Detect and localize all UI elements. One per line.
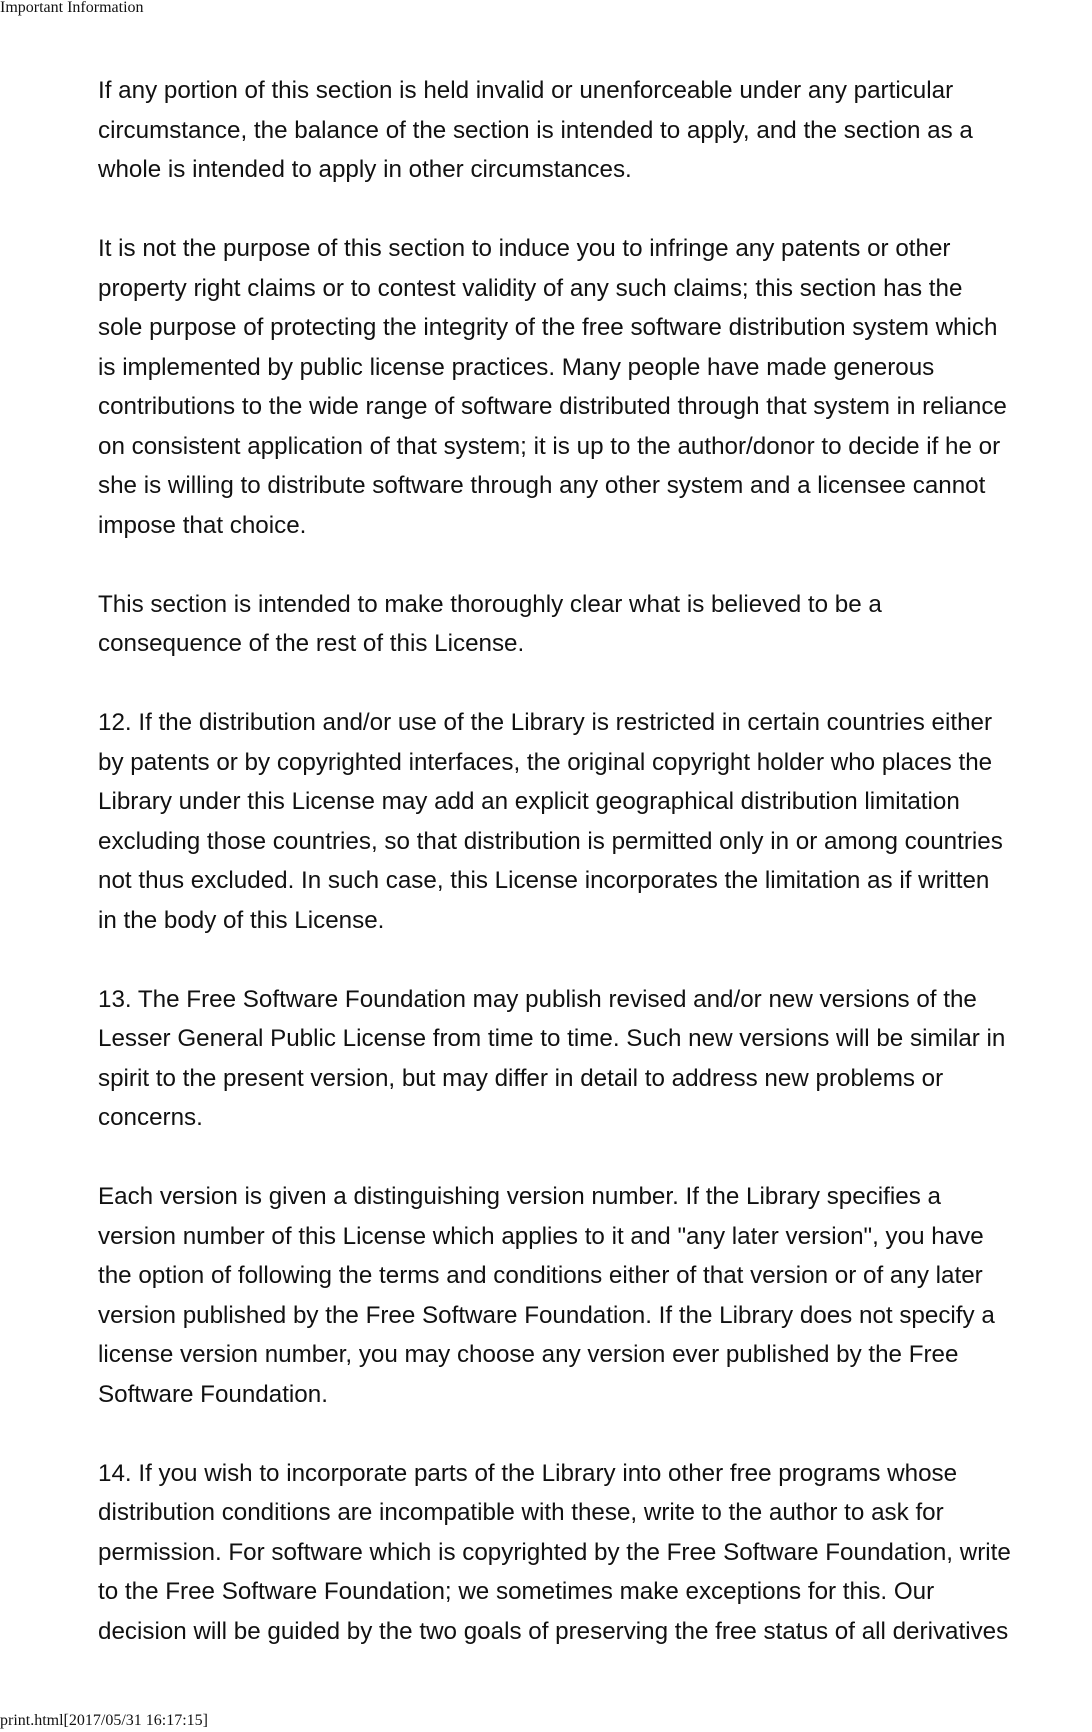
text-line: by patents or by copyrighted interfaces, the original copyright holder who places the xyxy=(98,748,993,776)
paragraph-version-numbers xyxy=(98,1177,1092,1414)
text-line: in the body of this License. xyxy=(98,906,385,934)
paragraph-section-13 xyxy=(98,980,1092,1138)
text-line: 12. If the distribution and/or use of the Library is restricted in certain countries either xyxy=(98,709,993,736)
text-line: to the Free Software Foundation; we sometimes make exceptions for this. Our xyxy=(98,1578,935,1605)
text-line: It is not the purpose of this section to induce you to infringe any patents or other xyxy=(98,235,951,262)
text-line: excluding those countries, so that distribution is permitted only in or among countries xyxy=(98,827,1003,855)
text-line: contributions to the wide range of software distributed through that system in reliance xyxy=(98,393,1007,420)
page-footer-source: print.html[2017/05/31 16:17:15] xyxy=(0,1712,208,1729)
paragraph-purpose xyxy=(98,229,1092,545)
document-body xyxy=(98,71,1092,1691)
text-line: Software Foundation. xyxy=(98,1380,328,1408)
text-line: the option of following the terms and conditions either of that version or of any later xyxy=(98,1262,983,1289)
text-line: license version number, you may choose any version ever published by the Free xyxy=(98,1341,959,1368)
text-line: permission. For software which is copyrighted by the Free Software Foundation, write xyxy=(98,1538,1011,1566)
paragraph-section-12 xyxy=(98,703,1092,940)
text-line: 13. The Free Software Foundation may publish revised and/or new versions of the xyxy=(98,985,977,1013)
text-line: If any portion of this section is held invalid or unenforceable under any particular xyxy=(98,77,954,104)
text-line: Library under this License may add an explicit geographical distribution limitation xyxy=(98,788,960,815)
text-line: is implemented by public license practices. Many people have made generous xyxy=(98,353,935,381)
text-line: version published by the Free Software Foundation. If the Library does not specify a xyxy=(98,1301,995,1329)
text-line: 14. If you wish to incorporate parts of the Library into other free programs whose xyxy=(98,1459,958,1487)
text-line: on consistent application of that system; it is up to the author/donor to decide if he or xyxy=(98,432,1001,460)
text-line: impose that choice. xyxy=(98,511,307,539)
text-line: whole is intended to apply in other circumstances. xyxy=(98,156,632,183)
text-line: Each version is given a distinguishing version number. If the Library specifies a xyxy=(98,1183,941,1210)
paragraph-clarification xyxy=(98,585,1092,664)
text-line: decision will be guided by the two goals of preserving the free status of all derivatives xyxy=(98,1617,1009,1645)
text-line: not thus excluded. In such case, this License incorporates the limitation as if written xyxy=(98,867,990,894)
text-line: sole purpose of protecting the integrity of the free software distribution system which xyxy=(98,314,998,341)
text-line: distribution conditions are incompatible with these, write to the author to ask for xyxy=(98,1499,944,1526)
page-header-title: Important Information xyxy=(0,0,144,16)
text-line: Lesser General Public License from time to time. Such new versions will be similar in xyxy=(98,1025,1006,1052)
text-line: circumstance, the balance of the section is intended to apply, and the section as a xyxy=(98,116,973,144)
text-line: concerns. xyxy=(98,1104,203,1131)
text-line: she is willing to distribute software through any other system and a licensee cannot xyxy=(98,472,986,499)
text-line: version number of this License which applies to it and "any later version", you have xyxy=(98,1222,984,1250)
text-line: This section is intended to make thoroughly clear what is believed to be a xyxy=(98,590,882,618)
text-line: consequence of the rest of this License. xyxy=(98,630,525,657)
paragraph-severability xyxy=(98,71,1092,190)
text-line: spirit to the present version, but may differ in detail to address new problems or xyxy=(98,1064,944,1092)
text-line: property right claims or to contest validity of any such claims; this section has the xyxy=(98,274,963,302)
paragraph-section-14 xyxy=(98,1454,1092,1652)
